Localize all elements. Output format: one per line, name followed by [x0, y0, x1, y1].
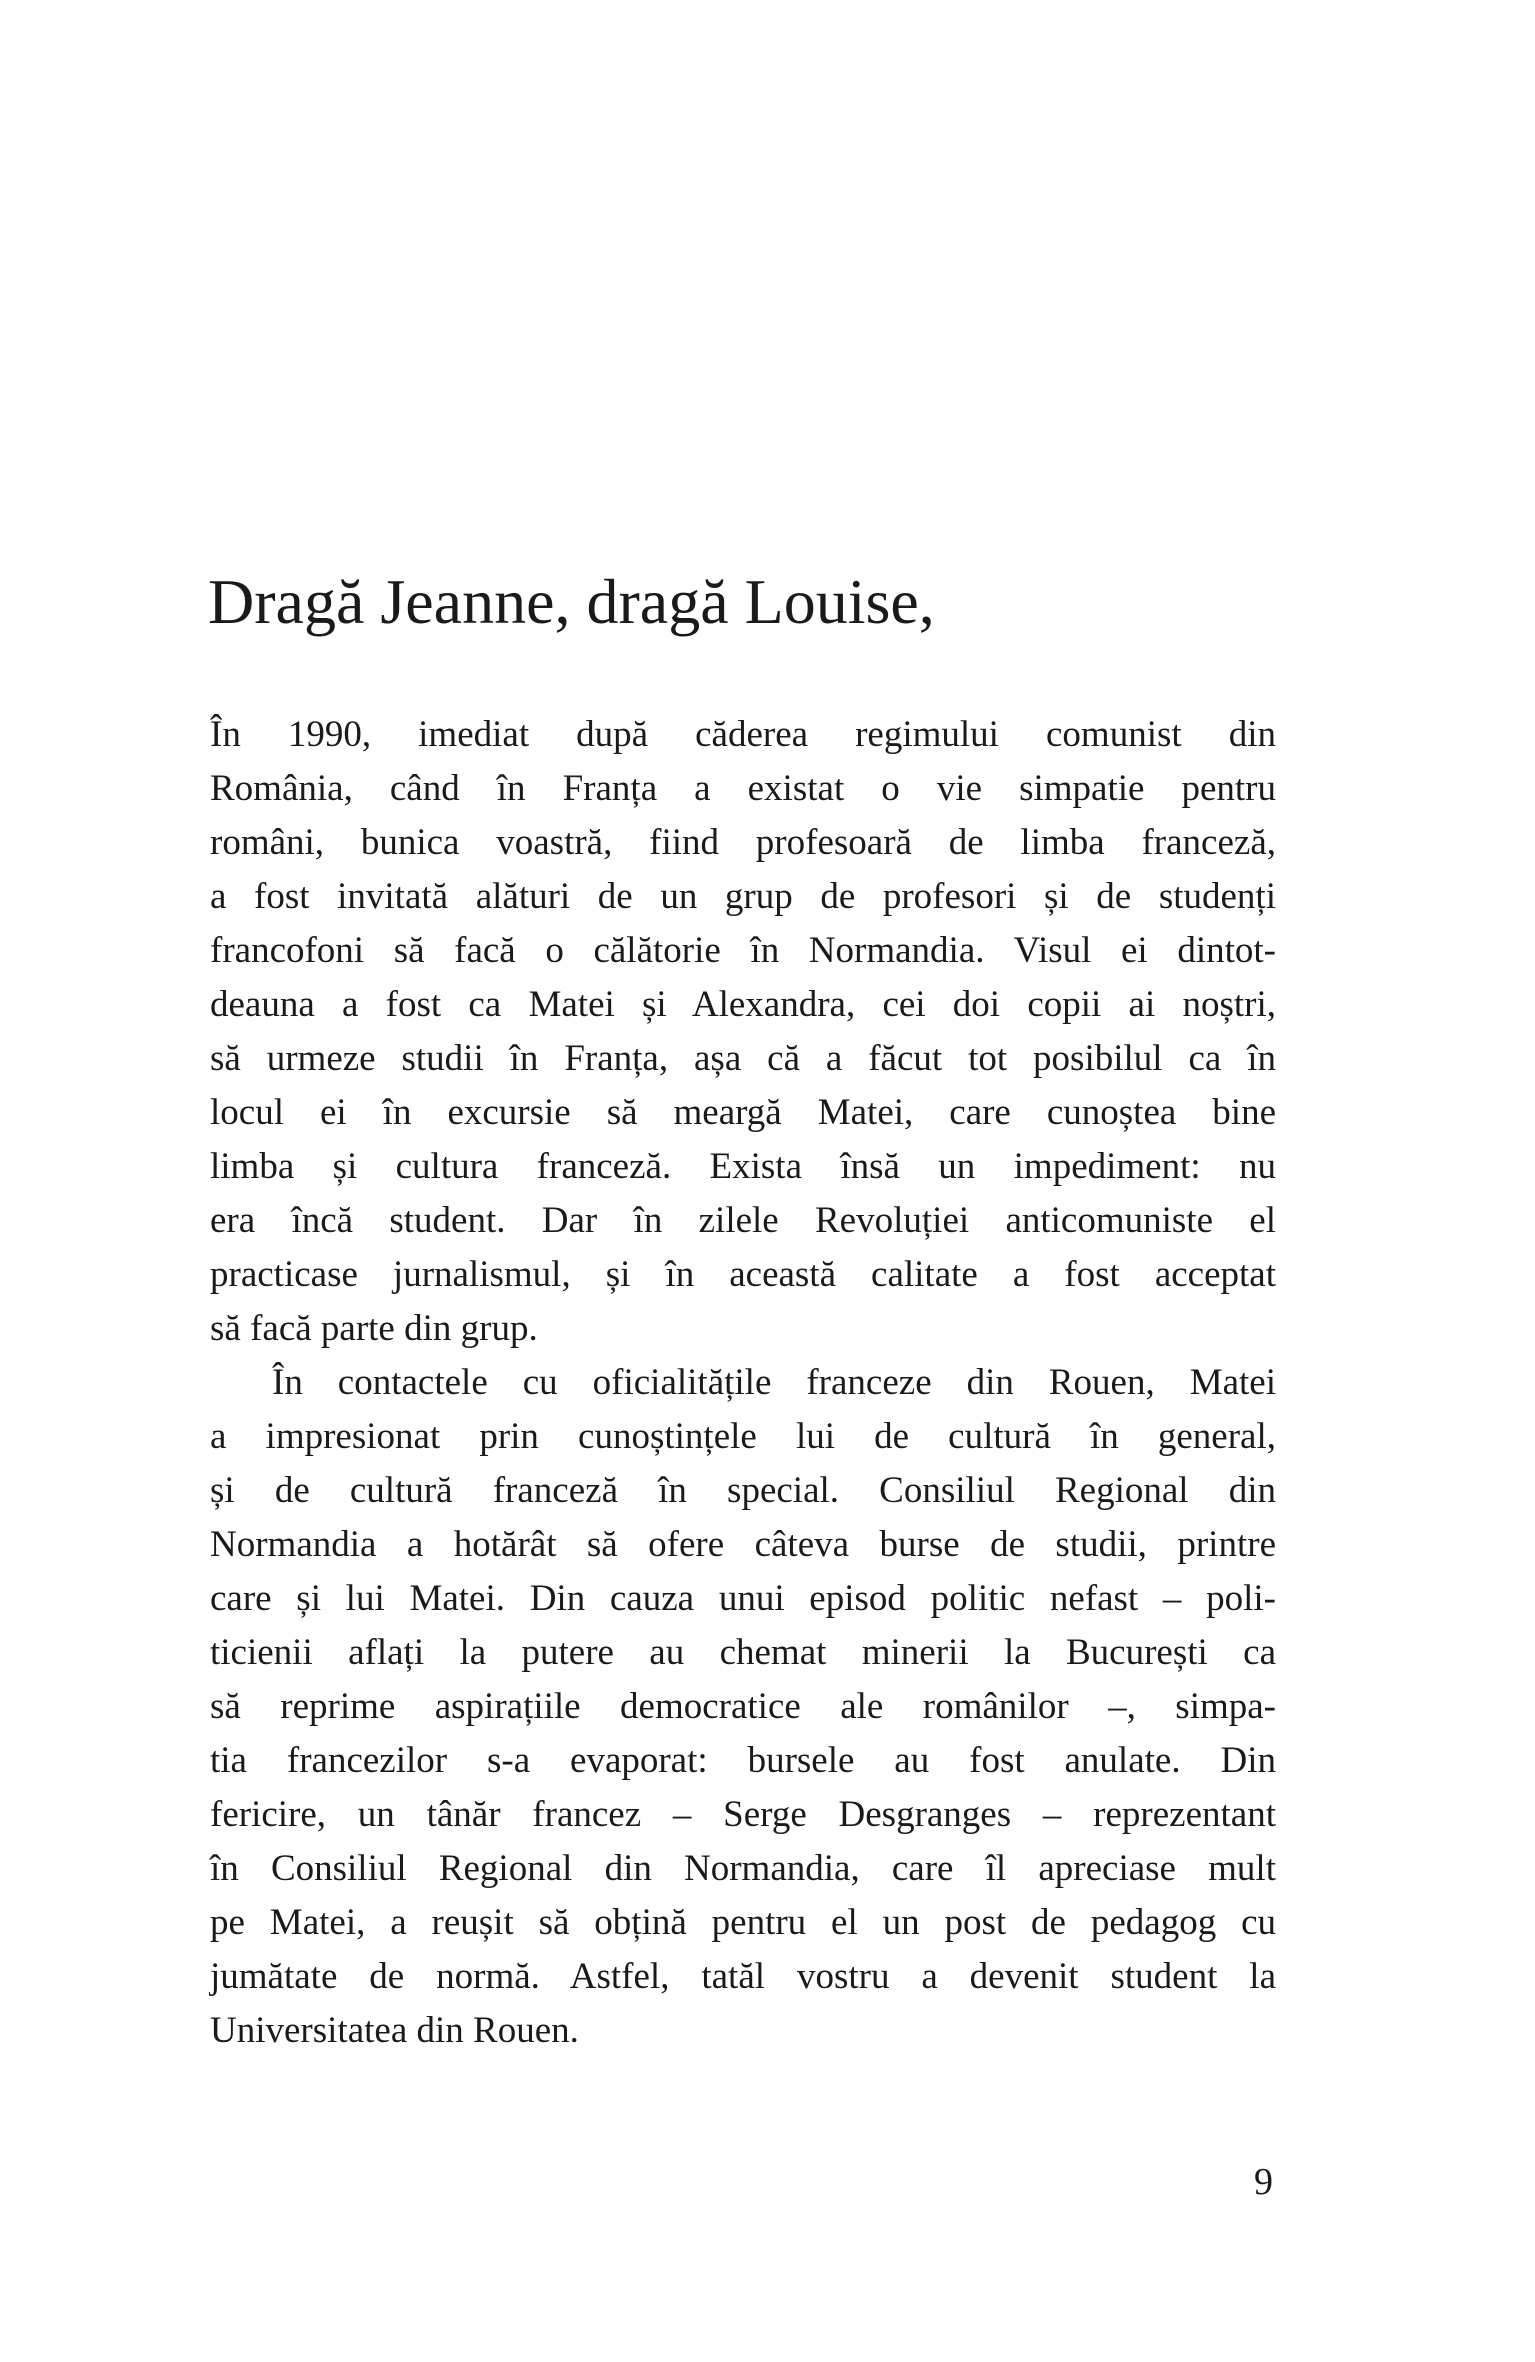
paragraph [210, 708, 1276, 1356]
text-line: În 1990, imediat după căderea regimului comunist din [210, 714, 1276, 755]
paragraph [210, 1356, 1276, 2058]
text-line: să facă parte din grup. [210, 1308, 538, 1349]
page-number: 9 [1254, 2161, 1273, 2203]
text-line: era încă student. Dar în zilele Revoluției anticomuniste el [210, 1200, 1276, 1241]
text-line: Normandia a hotărât să ofere câteva burse de studii, printre [210, 1524, 1276, 1565]
text-line: francofoni să facă o călătorie în Normandia. Visul ei dintot- [210, 930, 1276, 971]
text-line: să urmeze studii în Franța, așa că a făcut tot posibilul ca în [210, 1038, 1276, 1079]
text-line: România, când în Franța a existat o vie simpatie pentru [210, 768, 1276, 809]
text-line: a fost invitată alături de un grup de profesori și de studenți [210, 876, 1276, 917]
text-line: români, bunica voastră, fiind profesoară de limba franceză, [210, 822, 1276, 863]
text-line: jumătate de normă. Astfel, tatăl vostru a devenit student la [210, 1956, 1276, 1997]
letter-body [210, 708, 1276, 2058]
text-line: Universitatea din Rouen. [210, 2010, 579, 2051]
text-line: limba și cultura franceză. Exista însă un impediment: nu [210, 1146, 1276, 1187]
text-line: locul ei în excursie să meargă Matei, care cunoștea bine [210, 1092, 1276, 1133]
text-line: a impresionat prin cunoștințele lui de cultură în general, [210, 1416, 1276, 1457]
text-line: practicase jurnalismul, și în această calitate a fost acceptat [210, 1254, 1276, 1295]
text-line: tia francezilor s-a evaporat: bursele au fost anulate. Din [210, 1740, 1276, 1781]
text-line: fericire, un tânăr francez – Serge Desgranges – reprezentant [210, 1794, 1276, 1835]
text-line: pe Matei, a reușit să obțină pentru el un post de pedagog cu [210, 1902, 1276, 1943]
text-line: în Consiliul Regional din Normandia, care îl apreciase mult [210, 1848, 1276, 1889]
text-line: deauna a fost ca Matei și Alexandra, cei doi copii ai noștri, [210, 984, 1276, 1025]
text-line: și de cultură franceză în special. Consiliul Regional din [210, 1470, 1276, 1511]
text-line: să reprime aspirațiile democratice ale românilor –, simpa- [210, 1686, 1276, 1727]
letter-salutation: Dragă Jeanne, dragă Louise, [208, 566, 935, 637]
text-line: ticienii aflați la putere au chemat minerii la București ca [210, 1632, 1276, 1673]
text-line: În contactele cu oficialitățile franceze din Rouen, Matei [272, 1362, 1276, 1403]
text-line: care și lui Matei. Din cauza unui episod politic nefast – poli- [210, 1578, 1276, 1619]
